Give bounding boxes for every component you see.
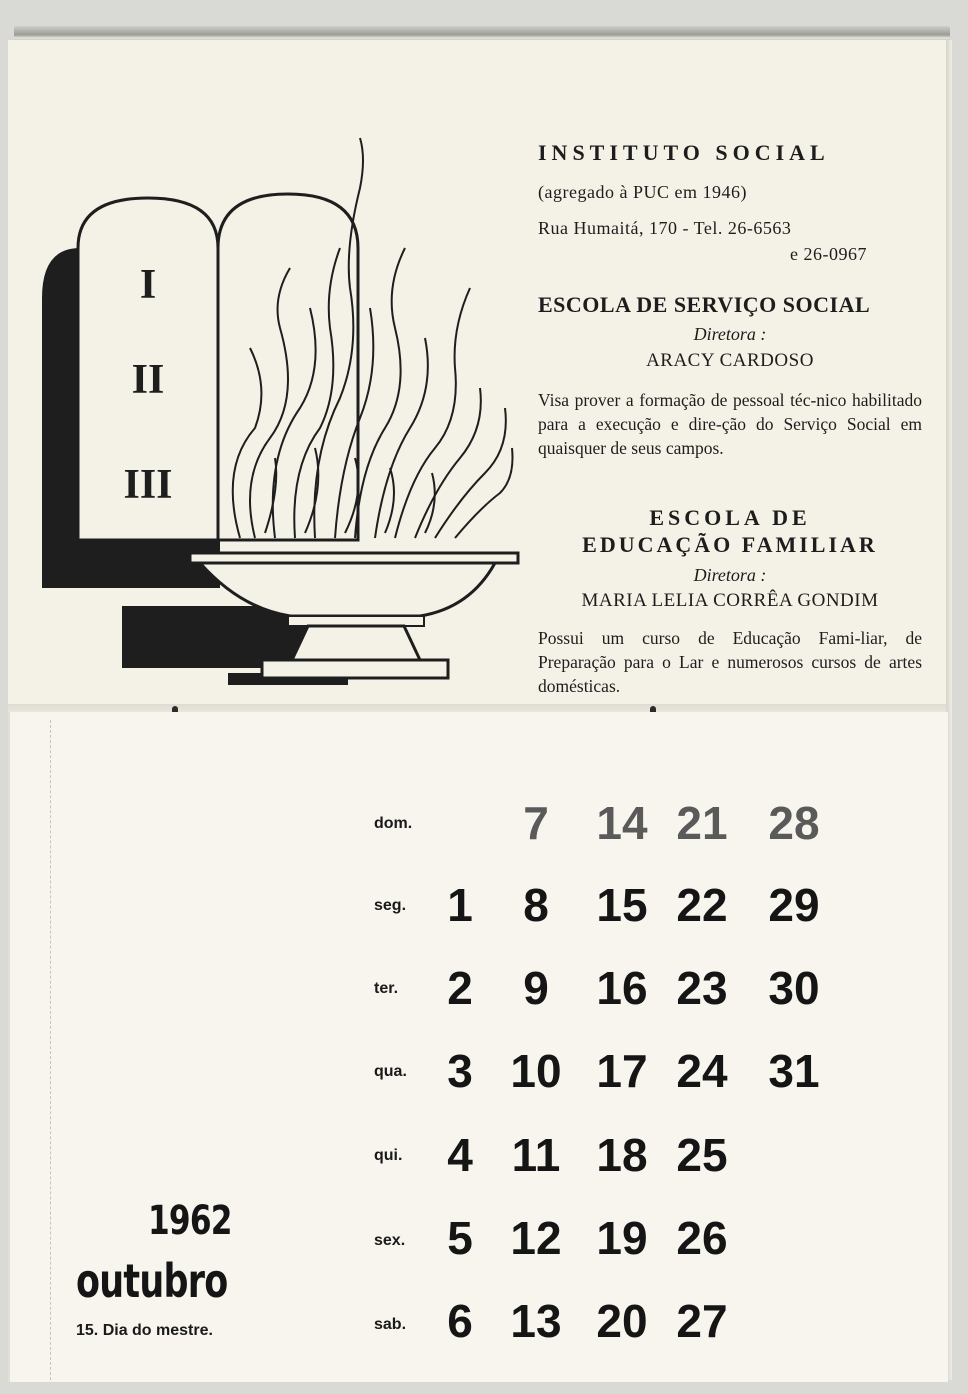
day-label-qui: qui.	[374, 1147, 403, 1164]
school2-director-label: Diretora :	[693, 565, 767, 585]
calendar-date: 31	[768, 1045, 820, 1097]
calendar-date: 20	[596, 1295, 648, 1347]
numeral-2: II	[131, 357, 165, 403]
calendar-date: 6	[447, 1295, 473, 1347]
numeral-1: I	[139, 262, 157, 308]
school2-description: Possui um curso de Educação Fami-liar, de Preparação para o Lar e numerosos cursos de artes domésticas.	[538, 628, 922, 696]
calendar-date: 2	[447, 962, 473, 1014]
school1-name: ESCOLA DE SERVIÇO SOCIAL	[538, 292, 871, 317]
calendar-date: 11	[511, 1129, 561, 1181]
calendar-date: 4	[447, 1129, 473, 1181]
school1-director: ARACY CARDOSO	[646, 350, 814, 371]
school2-name-line2: EDUCAÇÃO FAMILIAR	[582, 532, 878, 557]
holiday-note: 15. Dia do mestre.	[76, 1322, 213, 1339]
calendar-date: 19	[596, 1212, 648, 1264]
calendar-date: 3	[447, 1045, 473, 1097]
calendar-date: 15	[596, 879, 648, 931]
school2-director: MARIA LELIA CORRÊA GONDIM	[581, 590, 879, 611]
calendar-date: 7	[523, 797, 549, 849]
day-label-ter: ter.	[374, 980, 399, 997]
institute-title: INSTITUTO SOCIAL	[538, 140, 830, 165]
calendar-date: 28	[768, 797, 820, 849]
calendar-date: 24	[676, 1045, 728, 1097]
day-label-dom: dom.	[374, 815, 413, 832]
calendar-date: 30	[768, 962, 820, 1014]
institute-affiliation: (agregado à PUC em 1946)	[538, 182, 747, 202]
calendar-date: 16	[596, 962, 648, 1014]
institute-phone2: e 26-0967	[790, 244, 867, 264]
calendar-date: 18	[596, 1129, 648, 1181]
calendar-month: outubro	[76, 1254, 228, 1308]
tablets-and-flame-icon	[40, 128, 520, 693]
day-label-seg: seg.	[374, 897, 407, 914]
calendar-date: 22	[676, 879, 728, 931]
page-edge	[40, 720, 51, 1380]
day-label-sab: sab.	[374, 1316, 407, 1333]
calendar-date: 9	[523, 962, 549, 1014]
calendar-date: 25	[676, 1129, 728, 1181]
day-label-sex: sex.	[374, 1232, 406, 1249]
calendar-year: 1962	[148, 1198, 232, 1244]
calendar-date: 5	[447, 1212, 473, 1264]
institute-address: Rua Humaitá, 170 - Tel. 26-6563	[538, 218, 792, 238]
calendar-date: 17	[596, 1045, 648, 1097]
calendar-date: 21	[676, 797, 728, 849]
calendar-date: 8	[523, 879, 549, 931]
calendar-date: 10	[510, 1045, 562, 1097]
school1-description: Visa prover a formação de pessoal téc-nico habilitado para a execução e dire-ção do Serviço Social em quaisquer de seus campos.	[538, 390, 922, 458]
calendar-date: 14	[596, 797, 648, 849]
school2-name-line1: ESCOLA DE	[649, 505, 811, 530]
calendar-date: 26	[676, 1212, 728, 1264]
calendar-date: 12	[510, 1212, 562, 1264]
calendar-date: 29	[768, 879, 820, 931]
numeral-3: III	[123, 462, 173, 508]
calendar-date: 23	[676, 962, 728, 1014]
calendar-date: 27	[676, 1295, 728, 1347]
calendar-date: 1	[447, 879, 473, 931]
calendar-date: 13	[510, 1295, 562, 1347]
school1-director-label: Diretora :	[693, 324, 767, 344]
day-label-qua: qua.	[374, 1063, 407, 1080]
